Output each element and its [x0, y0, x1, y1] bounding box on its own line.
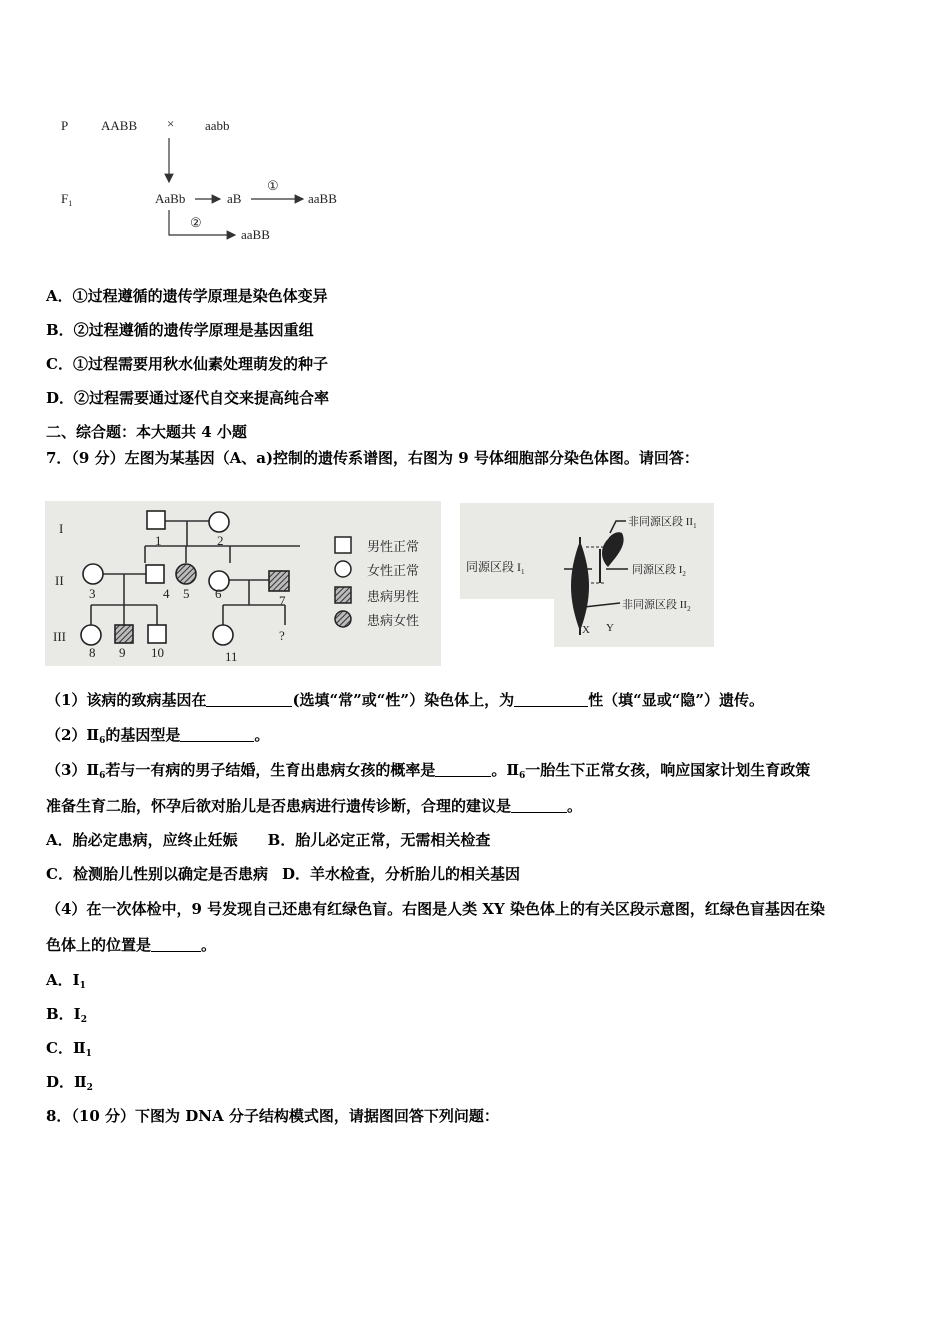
q7-sub2: $(2)Ⅱ_6$的基因型是 。 [46, 726, 270, 746]
legend-female-normal-icon [335, 561, 351, 577]
number-6: 6 [215, 586, 222, 601]
q7-sub4-line2: 色体上的位置是 。 [46, 936, 217, 954]
individual-1 [147, 511, 165, 529]
individual-4 [146, 565, 164, 583]
individual-5 [176, 564, 196, 584]
individual-10 [148, 625, 166, 643]
cross-symbol: × [167, 116, 175, 131]
number-2: 2 [217, 533, 224, 548]
legend-female-affected: 患病女性 [367, 613, 420, 628]
label-x: X [582, 624, 590, 636]
individual-2 [209, 512, 229, 532]
answer-blank[interactable] [180, 727, 254, 742]
legend-female-affected-icon [335, 611, 351, 627]
q7-sub3-options-ab: A．胎必定患病，应终止妊娠 B．胎儿必定正常，无需相关检查 [46, 831, 491, 849]
legend-male-affected-icon [335, 587, 351, 603]
q7-sub4-option-a: A．$I_1$ [46, 971, 86, 991]
section-title: 二、综合题：本大题共 4 小题 [46, 423, 247, 441]
q7-sub1: （1）该病的致病基因在 (选填“常”或“性”）染色体上，为 性（填“显或“隐”）遗传。 [46, 691, 764, 709]
label-homologous-2: 同源区段 $I_2$ [632, 564, 686, 578]
q7-sub3-options-cd: C．检测胎儿性别以确定是否患病 D．羊水检查，分析胎儿的相关基因 [46, 865, 520, 883]
legend-male-normal: 男性正常 [367, 539, 420, 554]
product-1: aaBB [308, 191, 337, 206]
q7-sub4-option-c: C．$Ⅱ_1$ [46, 1039, 92, 1059]
q6-option-d: D．②过程需要通过逐代自交来提高纯合率 [46, 389, 330, 407]
f1-label: $F_1$ [61, 191, 73, 208]
q7-sub4-line1: （4）在一次体检中，9 号发现自己还患有红绿色盲。右图是人类 XY 染色体上的有关区段示意图，红绿色盲基因在染 [46, 900, 825, 918]
q6-option-c: C．①过程需要用秋水仙素处理萌发的种子 [46, 355, 328, 373]
number-10: 10 [151, 645, 164, 660]
number-1: 1 [155, 533, 162, 548]
answer-blank[interactable] [206, 692, 292, 707]
p-parent2: aabb [205, 118, 230, 133]
generation-3-label: III [53, 629, 66, 644]
individual-9 [115, 625, 133, 643]
label-nonhomologous-top: 非同源区段 $II_1$ [628, 516, 697, 530]
q7-sub4-option-d: D．$Ⅱ_2$ [46, 1073, 93, 1093]
answer-blank[interactable] [435, 762, 491, 777]
generation-1-label: I [59, 521, 64, 536]
circle-1: ① [267, 178, 279, 193]
pedigree-chart [45, 501, 441, 666]
number-7: 7 [279, 593, 286, 608]
cross-diagram [55, 110, 355, 250]
legend-male-normal-icon [335, 537, 351, 553]
gamete: aB [227, 191, 242, 206]
p-parent1: AABB [101, 118, 138, 133]
legend-female-normal: 女性正常 [367, 563, 420, 578]
f1-genotype: AaBb [155, 191, 186, 206]
arrow-process-2 [169, 210, 235, 235]
q7-sub3-line2: 准备生育二胎，怀孕后欲对胎儿是否患病进行遗传诊断，合理的建议是 。 [46, 797, 583, 815]
q6-option-b: B．②过程遵循的遗传学原理是基因重组 [46, 321, 314, 339]
answer-blank[interactable] [151, 937, 201, 952]
number-9: 9 [119, 645, 126, 660]
pedigree-background [45, 501, 441, 666]
q7-sub3: $(3)Ⅱ_6$若与一有病的男子结婚，生育出患病女孩的概率是 。$Ⅱ_6$一胎生下正常女孩，响应国家计划生育政策 [46, 761, 811, 781]
q7-sub4-option-b: B．$I_2$ [46, 1005, 87, 1025]
answer-blank[interactable] [514, 692, 588, 707]
individual-11 [213, 625, 233, 645]
number-8: 8 [89, 645, 96, 660]
individual-7 [269, 571, 289, 591]
product-2: aaBB [241, 227, 270, 242]
generation-2-label: II [55, 573, 64, 588]
q7-stem: 7．（9 分）左图为某基因（A、a)控制的遗传系谱图，右图为 9 号体细胞部分染色体图。请回答： [46, 449, 699, 467]
individual-8 [81, 625, 101, 645]
number-4: 4 [163, 586, 170, 601]
number-11: 11 [225, 649, 238, 664]
individual-3 [83, 564, 103, 584]
p-label: P [61, 118, 69, 133]
answer-blank[interactable] [511, 798, 567, 813]
label-homologous-1: 同源区段 $I_1$ [466, 560, 525, 576]
q6-option-a: A．①过程遵循的遗传学原理是染色体变异 [46, 287, 328, 305]
chromosome-chart [460, 503, 714, 647]
label-y: Y [606, 622, 614, 634]
number-5: 5 [183, 586, 190, 601]
label-nonhomologous-bottom: 非同源区段 $II_2$ [622, 599, 691, 613]
circle-2: ② [190, 215, 202, 230]
legend-male-affected: 患病男性 [367, 589, 420, 604]
number-3: 3 [89, 586, 96, 601]
number-unknown: ? [279, 628, 285, 643]
q8-stem: 8．（10 分）下图为 DNA 分子结构模式图，请据图回答下列问题： [46, 1107, 499, 1125]
